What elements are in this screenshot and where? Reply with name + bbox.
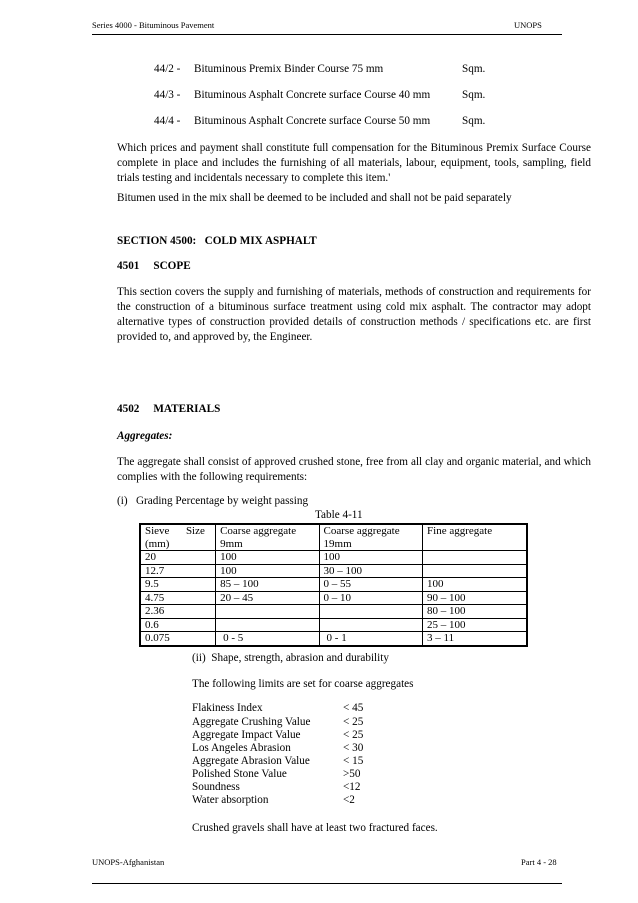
table-cell: 0.075 — [140, 632, 216, 646]
limit-name: Aggregate Abrasion Value — [192, 755, 310, 767]
table-cell: 9.5 — [140, 578, 216, 592]
materials-heading: 4502 MATERIALS — [117, 403, 221, 415]
table-cell: 0 - 1 — [319, 632, 422, 646]
table-cell — [423, 564, 527, 578]
table-row — [140, 564, 527, 578]
pay-item-desc: Bituminous Asphalt Concrete surface Course 40 mm — [194, 89, 431, 101]
footer-rule — [92, 883, 562, 884]
table-cell: 2.36 — [140, 605, 216, 619]
shape-label: (ii) Shape, strength, abrasion and durability — [192, 652, 389, 664]
limit-value: < 25 — [343, 716, 364, 728]
table-row — [140, 632, 527, 646]
scope-paragraph: This section covers the supply and furnishing of materials, methods of construction and requirements for the construction of a bituminous surface treatment using cold mix asphalt. The contractor may adopt alternative types of construction provided details of construction methods / specifications etc. are first provided to, and approved by, the Engineer. — [117, 286, 591, 343]
pay-item-code: 44/3 - — [154, 89, 181, 101]
table-cell: 80 – 100 — [423, 605, 527, 619]
header-left: Series 4000 - Bituminous Pavement — [92, 20, 215, 30]
table-cell: 3 – 11 — [423, 632, 527, 646]
table-row — [140, 551, 527, 565]
table-cell — [216, 618, 319, 632]
table-cell — [216, 605, 319, 619]
table-cell: 0 - 5 — [216, 632, 319, 646]
table-cell: 100 — [423, 578, 527, 592]
footer-left: UNOPS-Afghanistan — [92, 857, 165, 867]
bitumen-paragraph: Bitumen used in the mix shall be deemed to be included and shall not be paid separately — [117, 192, 512, 204]
payment-paragraph: Which prices and payment shall constitute full compensation for the Bituminous Premix Surface Course complete in place and includes the furnishing of all materials, labour, equipment, tools, sampling, field trials testing and incidentals necessary to complete this item.' — [117, 142, 591, 184]
table-cell: 85 – 100 — [216, 578, 319, 592]
aggregates-paragraph: The aggregate shall consist of approved crushed stone, free from all clay and organic material, and which complies with the following requirements: — [117, 456, 591, 483]
pay-item-unit: Sqm. — [462, 63, 486, 75]
header-right: UNOPS — [514, 20, 542, 30]
table-cell: 100 — [216, 564, 319, 578]
limit-name: Water absorption — [192, 794, 269, 806]
limit-value: < 30 — [343, 742, 364, 754]
scope-heading: 4501 SCOPE — [117, 260, 191, 272]
limit-name: Los Angeles Abrasion — [192, 742, 291, 754]
limit-value: < 45 — [343, 702, 364, 714]
limit-name: Polished Stone Value — [192, 768, 287, 780]
header-rule — [92, 34, 562, 35]
limit-value: < 15 — [343, 755, 364, 767]
table-row — [140, 591, 527, 605]
table-row — [140, 605, 527, 619]
table-header-cell: Coarse aggregate 9mm — [216, 524, 319, 551]
limit-name: Aggregate Crushing Value — [192, 716, 311, 728]
limit-name: Flakiness Index — [192, 702, 263, 714]
table-cell: 100 — [319, 551, 422, 565]
footer-page-number: Part 4 - 28 — [521, 857, 557, 867]
limit-value: < 25 — [343, 729, 364, 741]
table-row — [140, 618, 527, 632]
table-cell: 0 – 10 — [319, 591, 422, 605]
table-cell: 20 — [140, 551, 216, 565]
table-cell — [319, 618, 422, 632]
table-header-cell: Coarse aggregate 19mm — [319, 524, 422, 551]
table-cell: 0 – 55 — [319, 578, 422, 592]
limit-value: <2 — [343, 794, 355, 806]
pay-item-code: 44/2 - — [154, 63, 181, 75]
pay-item-unit: Sqm. — [462, 89, 486, 101]
limits-intro: The following limits are set for coarse aggregates — [192, 678, 414, 690]
table-header-cell: Fine aggregate — [423, 524, 527, 551]
grading-table — [139, 523, 528, 647]
limit-name: Soundness — [192, 781, 240, 793]
pay-item-desc: Bituminous Premix Binder Course 75 mm — [194, 63, 384, 75]
crushed-gravel-note: Crushed gravels shall have at least two fractured faces. — [192, 822, 438, 834]
table-cell: 0.6 — [140, 618, 216, 632]
table-cell: 20 – 45 — [216, 591, 319, 605]
limit-name: Aggregate Impact Value — [192, 729, 301, 741]
table-cell — [319, 605, 422, 619]
pay-item-unit: Sqm. — [462, 115, 486, 127]
table-header-row — [140, 524, 527, 551]
aggregates-heading: Aggregates: — [117, 430, 173, 442]
table-cell — [423, 551, 527, 565]
grading-label: (i) Grading Percentage by weight passing — [117, 495, 309, 507]
limit-value: >50 — [343, 768, 361, 780]
table-caption: Table 4-11 — [315, 509, 363, 521]
table-row — [140, 578, 527, 592]
section-title: SECTION 4500: COLD MIX ASPHALT — [117, 235, 317, 247]
table-cell: 25 – 100 — [423, 618, 527, 632]
limit-value: <12 — [343, 781, 361, 793]
table-cell: 100 — [216, 551, 319, 565]
table-header-cell: Sieve Size (mm) — [140, 524, 216, 551]
pay-item-code: 44/4 - — [154, 115, 181, 127]
table-cell: 4.75 — [140, 591, 216, 605]
table-cell: 90 – 100 — [423, 591, 527, 605]
table-cell: 30 – 100 — [319, 564, 422, 578]
table-cell: 12.7 — [140, 564, 216, 578]
pay-item-desc: Bituminous Asphalt Concrete surface Course 50 mm — [194, 115, 431, 127]
